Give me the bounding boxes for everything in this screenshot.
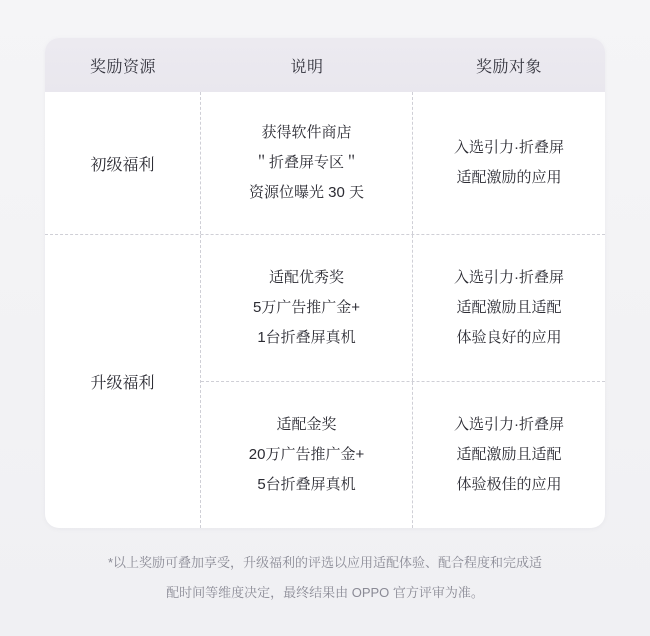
table-row [45,92,605,234]
target-line: 适配激励且适配 [456,299,562,316]
table-subrow [201,381,605,528]
table-header-description: 说明 [290,58,324,76]
table-subrow [201,235,605,381]
footnote-line: 配时间等维度决定，最终结果由 OPPO 官方评审为准。 [166,585,484,600]
row-description-gold [201,382,413,528]
desc-line: 适配优秀奖 [268,269,344,286]
table-header-resource: 奖励资源 [89,58,156,76]
target-line: 体验极佳的应用 [456,476,562,493]
desc-line: 5台折叠屏真机 [257,476,356,493]
table-header-target: 奖励对象 [475,58,542,76]
target-line: 体验良好的应用 [456,329,562,346]
row-target-basic [413,92,605,234]
footnote [0,548,650,608]
desc-line: 获得软件商店 [261,124,352,141]
target-line: 入选引力·折叠屏 [454,139,564,156]
desc-line: ＂折叠屏专区＂ [253,154,359,171]
target-line: 适配激励且适配 [456,446,562,463]
row-description-excellent [201,235,413,381]
table-row [45,234,605,528]
desc-line: 20万广告推广金+ [248,446,365,463]
upgrade-subrows [201,235,605,528]
row-description-basic [201,92,413,234]
row-target-excellent [413,235,605,381]
desc-line: 1台折叠屏真机 [257,329,356,346]
desc-line: 资源位曝光 30 天 [248,184,365,201]
desc-line: 适配金奖 [276,416,337,433]
row-label-basic: 初级福利 [45,92,201,234]
row-label-upgrade: 升级福利 [45,235,201,528]
rewards-table [45,38,605,528]
desc-line: 5万广告推广金+ [252,299,361,316]
target-line: 入选引力·折叠屏 [454,269,564,286]
footnote-line: *以上奖励可叠加享受，升级福利的评选以应用适配体验、配合程度和完成适 [107,555,543,570]
target-line: 入选引力·折叠屏 [454,416,564,433]
row-target-gold [413,382,605,528]
target-line: 适配激励的应用 [456,169,562,186]
table-header-row [45,38,605,92]
